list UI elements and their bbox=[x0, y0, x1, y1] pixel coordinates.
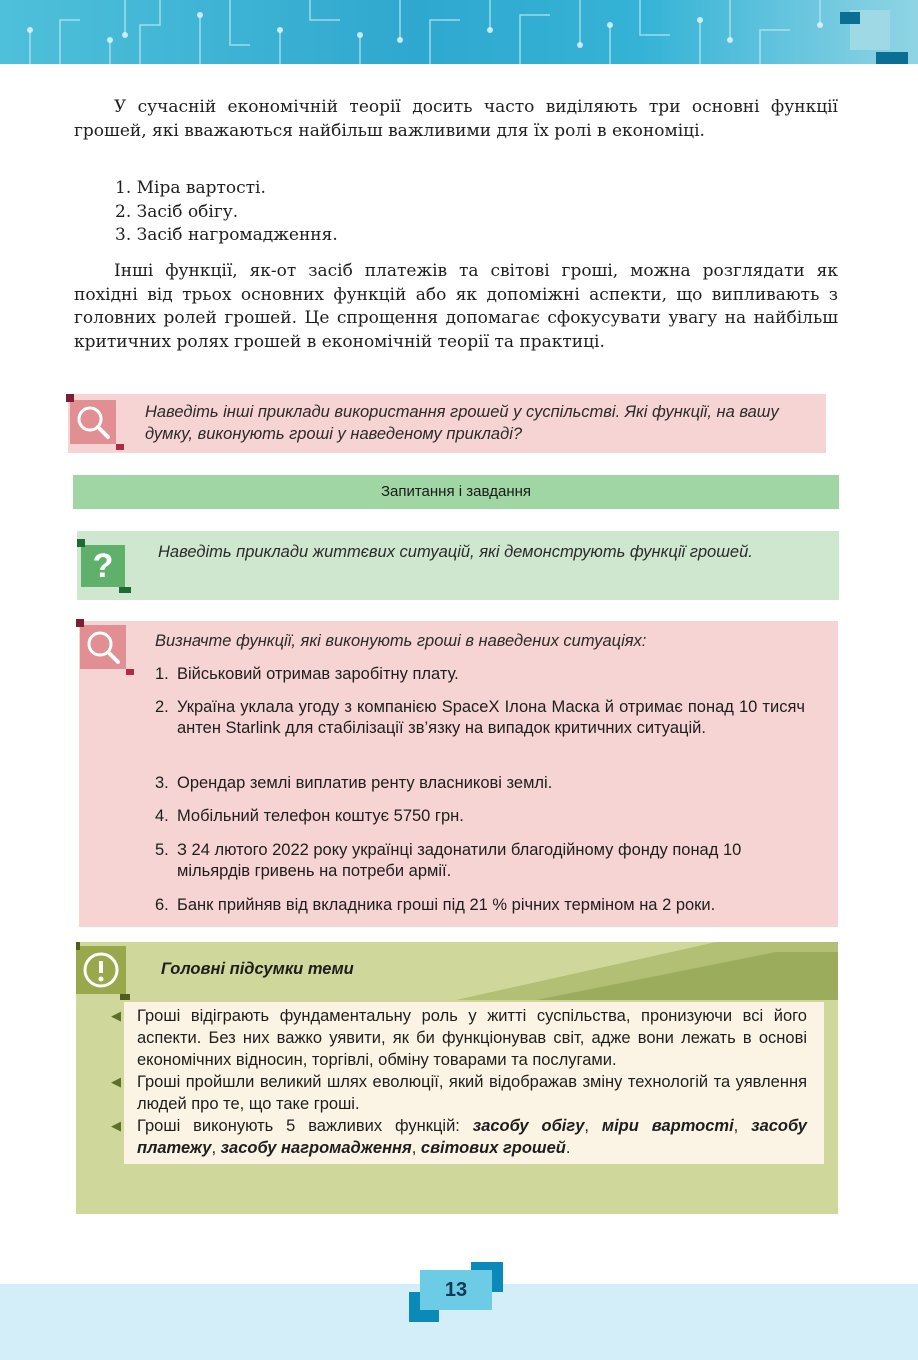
bullet-text: Гроші виконують 5 важливих функцій: засобу обігу, міри вартості, засобу платежу, засобу нагромадження, світових грошей. bbox=[137, 1117, 807, 1157]
list-item: 2. Засіб обігу. bbox=[115, 201, 239, 222]
item-number: 4. bbox=[155, 807, 169, 825]
discussion-box bbox=[68, 394, 826, 453]
page-number: 13 bbox=[444, 1279, 468, 1301]
bullet-text: Гроші відіграють фундаментальну роль у житті суспільства, пронизуючи всі його аспекти. Без них важко уявити, як би функціонував світ, адже вони лежать в основі економічних відносин, торгівлі, обміну товарами та послугами. bbox=[137, 1007, 807, 1069]
question-mark-icon bbox=[81, 545, 125, 587]
header-square-dark bbox=[876, 52, 908, 64]
item-text: Військовий отримав заробітну плату. bbox=[177, 665, 459, 683]
item-number: 2. bbox=[155, 698, 169, 716]
list-item bbox=[111, 1115, 807, 1159]
triangle-bullet-icon: ◀ bbox=[111, 1074, 121, 1089]
exclamation-circle-icon bbox=[76, 946, 126, 994]
circuit-pattern bbox=[0, 0, 918, 64]
list-item bbox=[155, 806, 805, 827]
summary-box bbox=[76, 942, 838, 1214]
section-title-bar bbox=[73, 475, 839, 509]
item-text: Банк прийняв від вкладника гроші під 21 % річних терміном на 2 роки. bbox=[177, 896, 716, 914]
list-item: 1. Міра вартості. bbox=[115, 178, 266, 198]
item-number: 6. bbox=[155, 896, 169, 914]
question-text: Наведіть приклади життєвих ситуацій, які демонструють функції грошей. bbox=[158, 543, 753, 561]
list-item: 3. Засіб нагромадження. bbox=[115, 225, 338, 245]
list-item bbox=[155, 697, 805, 739]
magnifier-icon bbox=[80, 625, 126, 669]
question-box bbox=[77, 531, 839, 600]
triangle-bullet-icon: ◀ bbox=[111, 1118, 121, 1133]
item-text: Мобільний телефон коштує 5750 грн. bbox=[177, 807, 464, 825]
discussion-text: Наведіть інші приклади використання грошей у суспільстві. Які функції, на вашу думку, виконують гроші у наведеному прикладі? bbox=[145, 403, 779, 443]
task-title: Визначте функції, які виконують гроші в наведених ситуаціях: bbox=[155, 632, 647, 650]
list-item bbox=[155, 664, 805, 685]
item-number: 5. bbox=[155, 841, 169, 859]
triangle-bullet-icon: ◀ bbox=[111, 1008, 121, 1023]
item-text: Орендар землі виплатив ренту власникові землі. bbox=[177, 774, 553, 792]
list-item bbox=[111, 1071, 807, 1115]
item-number: 3. bbox=[155, 774, 169, 792]
bullet-text: Гроші пройшли великий шлях еволюції, який відображав зміну технологій та уявлення людей про те, що таке гроші. bbox=[137, 1073, 807, 1113]
section-title: Запитання і завдання bbox=[380, 483, 532, 500]
task-box bbox=[79, 621, 838, 927]
magnifier-icon bbox=[70, 400, 116, 444]
list-item bbox=[155, 895, 805, 916]
item-text: Україна уклала угоду з компанією SpaceX Ілона Маска й отримає понад 10 тисяч антен Starlink для стабілізації зв’язку на випадок критичних ситуацій. bbox=[177, 698, 805, 737]
question-glyph: ? bbox=[92, 547, 114, 585]
list-item bbox=[155, 840, 805, 882]
item-text: З 24 лютого 2022 року українці задонатили благодійному фонду понад 10 мільярдів гривень на потреби армії. bbox=[177, 841, 742, 880]
intro-paragraph-1: У сучасній економічній теорії досить часто виділяють три основні функції грошей, які вважаються найбільш важливими для їх ролі в економіці. bbox=[74, 97, 838, 141]
header-square-dark bbox=[840, 12, 860, 24]
item-number: 1. bbox=[155, 665, 169, 683]
header-banner bbox=[0, 0, 918, 64]
summary-title: Головні підсумки теми bbox=[161, 960, 354, 978]
functions-list bbox=[115, 177, 338, 248]
list-item bbox=[111, 1005, 807, 1071]
list-item bbox=[155, 773, 805, 794]
intro-paragraph-2: Інші функції, як-от засіб платежів та світові гроші, можна розглядати як похідні від трьох основних функцій або як допоміжні аспекти, що випливають з головних ролей грошей. Це спрощення допомагає сфокусувати увагу на найбільш критичних ролях грошей в економічній теорії та практиці. bbox=[74, 261, 838, 352]
